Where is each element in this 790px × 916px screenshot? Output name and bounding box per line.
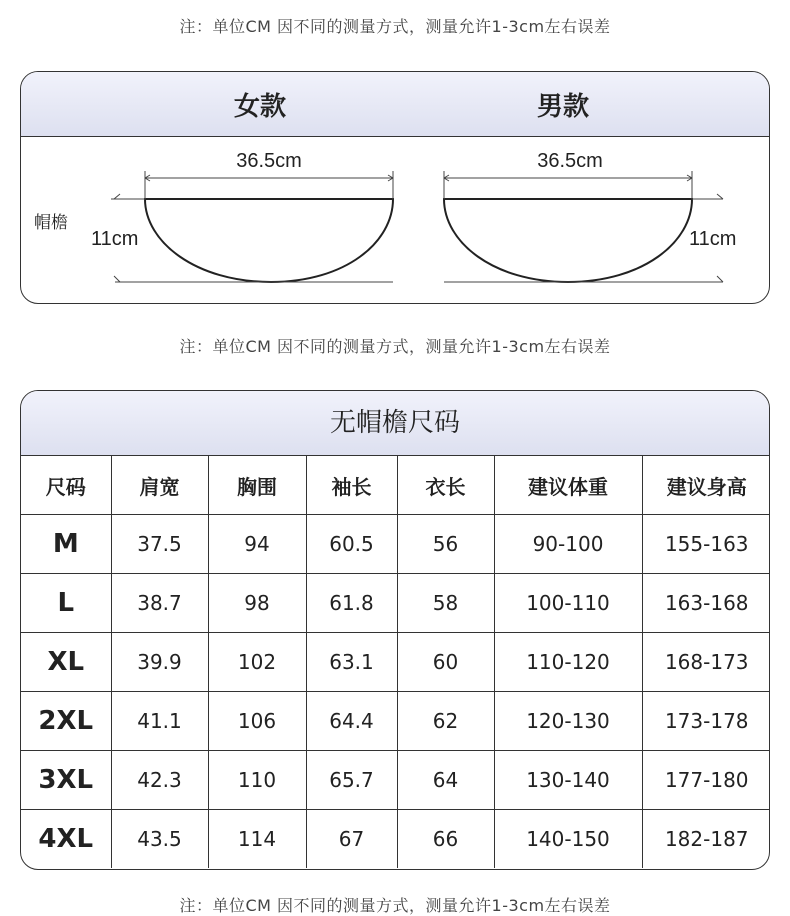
women-depth-dimension <box>111 194 393 282</box>
chest-cell: 106 <box>208 692 306 751</box>
weight-cell: 90-100 <box>494 515 642 574</box>
size-table-panel <box>20 390 770 870</box>
shoulder-cell: 41.1 <box>111 692 208 751</box>
height-cell: 163-168 <box>642 574 770 633</box>
sleeve-cell: 64.4 <box>306 692 397 751</box>
measurement-note-bottom: 注：单位CM 因不同的测量方式，测量允许1-3cm左右误差 <box>179 896 611 915</box>
size-cell: L <box>21 574 111 633</box>
height-cell: 155-163 <box>642 515 770 574</box>
length-cell: 64 <box>397 751 494 810</box>
sleeve-cell: 60.5 <box>306 515 397 574</box>
size-table <box>21 456 770 868</box>
size-cell: 2XL <box>21 692 111 751</box>
size-cell: XL <box>21 633 111 692</box>
men-depth-label: 11cm <box>689 228 737 250</box>
height-cell: 182-187 <box>664 827 749 851</box>
table-row <box>21 515 770 574</box>
length-cell: 58 <box>397 574 494 633</box>
weight-cell: 140-150 <box>494 810 642 869</box>
men-width-label: 36.5cm <box>537 150 603 172</box>
shoulder-cell: 43.5 <box>111 810 208 869</box>
header-size: 尺码 <box>21 456 111 515</box>
table-row <box>21 810 770 869</box>
women-style-title: 女款 <box>234 92 287 122</box>
women-depth-label: 11cm <box>91 228 139 250</box>
women-brim-shape <box>145 199 393 282</box>
chest-cell: 114 <box>208 810 306 869</box>
measurement-note-mid: 注：单位CM 因不同的测量方式，测量允许1-3cm左右误差 <box>179 337 611 356</box>
sleeve-cell: 67 <box>306 810 397 869</box>
chest-cell: 110 <box>208 751 306 810</box>
chest-cell: 98 <box>208 574 306 633</box>
size-cell: 4XL <box>21 810 111 869</box>
size-table-title: 无帽檐尺码 <box>21 391 769 456</box>
sleeve-cell: 61.8 <box>306 574 397 633</box>
table-row <box>21 633 770 692</box>
measurement-note-top: 注：单位CM 因不同的测量方式，测量允许1-3cm左右误差 <box>179 17 611 36</box>
sleeve-cell: 65.7 <box>306 751 397 810</box>
height-cell: 173-178 <box>642 692 770 751</box>
length-cell: 66 <box>397 810 494 869</box>
weight-cell: 120-130 <box>494 692 642 751</box>
weight-cell: 110-120 <box>494 633 642 692</box>
header-height: 建议身高 <box>642 456 770 515</box>
table-row <box>21 751 770 810</box>
table-row <box>21 574 770 633</box>
header-sleeve: 袖长 <box>306 456 397 515</box>
size-cell: M <box>21 515 111 574</box>
shoulder-cell: 37.5 <box>111 515 208 574</box>
shoulder-cell: 39.9 <box>111 633 208 692</box>
men-width-dimension <box>444 171 692 199</box>
chest-cell: 102 <box>208 633 306 692</box>
size-cell: 3XL <box>21 751 111 810</box>
length-cell: 60 <box>397 633 494 692</box>
shoulder-cell: 42.3 <box>111 751 208 810</box>
men-brim-shape <box>444 199 692 282</box>
brim-diagram-panel <box>20 71 770 304</box>
weight-cell: 130-140 <box>494 751 642 810</box>
chest-cell: 94 <box>208 515 306 574</box>
brim-diagram <box>21 72 770 304</box>
size-table-header-row <box>21 456 770 515</box>
table-row <box>21 692 770 751</box>
men-style-title: 男款 <box>537 92 590 122</box>
women-width-label: 36.5cm <box>236 150 302 172</box>
header-chest: 胸围 <box>208 456 306 515</box>
men-depth-dimension <box>444 194 723 282</box>
weight-cell: 100-110 <box>494 574 642 633</box>
height-cell: 168-173 <box>642 633 770 692</box>
header-length: 衣长 <box>397 456 494 515</box>
length-cell: 62 <box>397 692 494 751</box>
length-cell: 56 <box>397 515 494 574</box>
header-weight: 建议体重 <box>494 456 642 515</box>
shoulder-cell: 38.7 <box>111 574 208 633</box>
sleeve-cell: 63.1 <box>306 633 397 692</box>
height-cell: 177-180 <box>642 751 770 810</box>
brim-side-label: 帽檐 <box>34 213 68 233</box>
header-shoulder: 肩宽 <box>111 456 208 515</box>
women-width-dimension <box>145 171 393 199</box>
